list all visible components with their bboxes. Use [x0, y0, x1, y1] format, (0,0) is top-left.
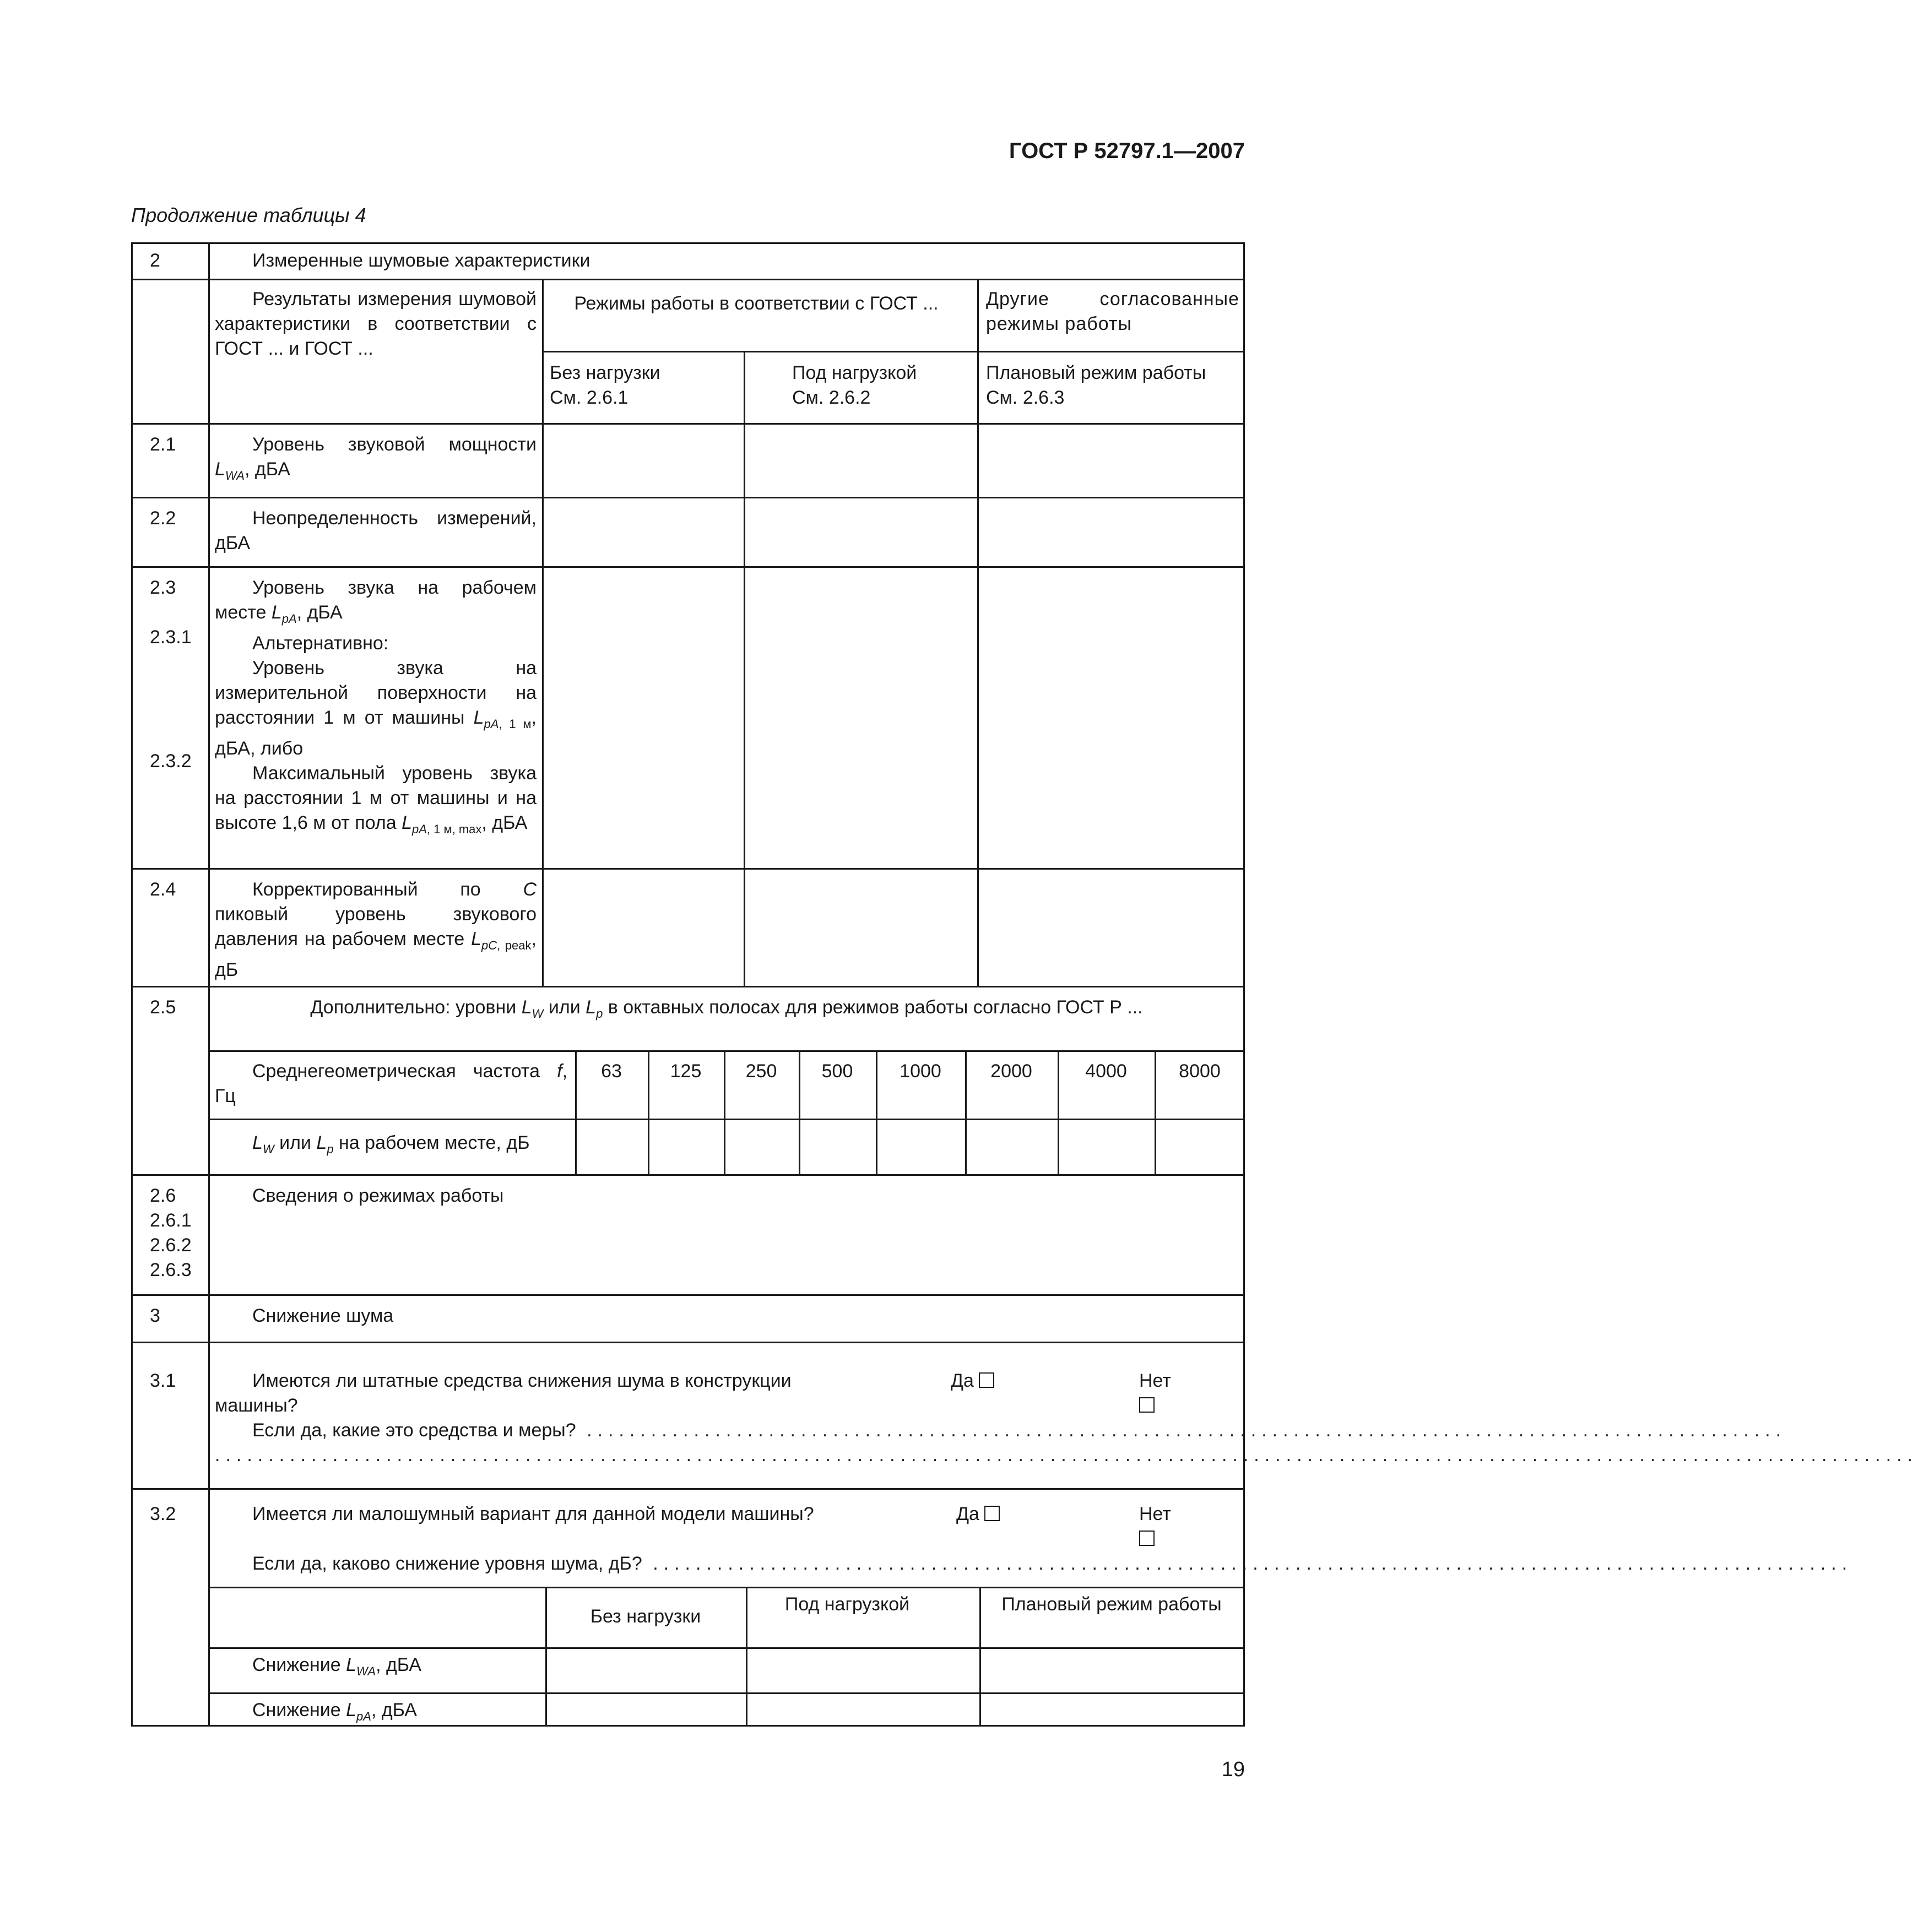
- row-2-2: [131, 497, 1245, 566]
- yes-checkbox[interactable]: [984, 1506, 1000, 1521]
- reduction-lwa-label: Снижение $L_{WA}$, дБА: [252, 1654, 422, 1678]
- row-3-1: [131, 1342, 1918, 1488]
- yes-option: Да: [951, 1369, 994, 1393]
- freq-500: 500: [821, 1061, 853, 1082]
- freq-4000: 4000: [1085, 1061, 1127, 1082]
- other-modes: Другие согласованные режимы работы: [986, 289, 1239, 334]
- table-4: [131, 242, 1918, 1727]
- row-number: 2.5: [150, 997, 176, 1018]
- row-2-header: [131, 279, 1245, 423]
- reduction-answer-line[interactable]: Если да, каково снижение уровня шума, дБ? ................................................................................................................: [252, 1553, 1853, 1574]
- row-3-2: [131, 1488, 1853, 1725]
- octave-band-header: Дополнительно: уровни $L_W$ или $L_p$ в октавных полосах для режимов работы согласно ГОСТ Р ...: [310, 997, 1143, 1021]
- document-code: ГОСТ Р 52797.1—2007: [1009, 139, 1245, 163]
- row-numbers: 2.6 2.6.1 2.6.2 2.6.3: [150, 1185, 192, 1280]
- means-answer-line[interactable]: Если да, какие это средства и меры? ................................................................................................................: [252, 1420, 1787, 1441]
- freq-8000: 8000: [1179, 1061, 1221, 1082]
- results-label: Результаты измерения шумовой характеристики в соответствии с ГОСТ ... и ГОСТ ...: [215, 289, 537, 359]
- row-number: 3.1: [150, 1370, 176, 1391]
- planned-mode-label: Плановый режим работы См. 2.6.3: [986, 362, 1206, 408]
- modes-header: Режимы работы в соответствии с ГОСТ ...: [574, 293, 939, 314]
- row-2-6: [131, 1174, 1245, 1294]
- workplace-sound-level-label: Уровень звука на рабочем месте $L_{pA}$, дБА Альтернативно: Уровень звука на измерительной поверхности на расстоянии 1 м от машины $L_{pA, 1 м}$, дБА, либо Максимальный уровень звука на расстоянии 1 м от машины и на высоте 1,6 м от пола $L_{pA, 1 м, max}$, дБА: [215, 577, 537, 836]
- octave-level-row-label: $L_W$ или $L_p$ на рабочем месте, дБ: [252, 1132, 530, 1156]
- noise-reduction-title: Снижение шума: [252, 1305, 394, 1326]
- row-number: 2.1: [150, 434, 176, 455]
- col-no-load: Без нагрузки: [590, 1606, 701, 1627]
- freq-250: 250: [745, 1061, 777, 1082]
- row-number: 3: [150, 1305, 160, 1326]
- row-number: 2.4: [150, 879, 176, 900]
- means-answer-line-2[interactable]: ...............................................................................................................................................................: [215, 1445, 1918, 1466]
- freq-125: 125: [670, 1061, 702, 1082]
- no-checkbox[interactable]: [1139, 1397, 1155, 1413]
- freq-63: 63: [601, 1061, 622, 1082]
- sound-power-level-label: Уровень звуковой мощности $L_{WA}$, дБА: [215, 434, 537, 482]
- no-load-label: Без нагрузки См. 2.6.1: [550, 362, 660, 408]
- frequency-label: Среднегеометрическая частота f, Гц: [215, 1061, 568, 1106]
- row-2-4: [131, 868, 1245, 986]
- operating-modes-info: Сведения о режимах работы: [252, 1185, 504, 1206]
- builtin-means-question: Имеются ли штатные средства снижения шума в конструкции машины?: [215, 1370, 792, 1416]
- row-numbers: 2.3 2.3.1 2.3.2: [150, 577, 192, 772]
- row-3: [131, 1294, 1245, 1342]
- col-under-load: Под нагрузкой: [784, 1594, 910, 1615]
- freq-1000: 1000: [900, 1061, 941, 1082]
- peak-sound-pressure-label: Корректированный по C пиковый уровень звукового давления на рабочем месте $L_{pC, peak}$, дБ: [215, 879, 537, 980]
- uncertainty-label: Неопределенность измерений, дБА: [215, 508, 537, 553]
- row-2-5: [131, 986, 1245, 1174]
- no-option: Нет: [1139, 1502, 1171, 1551]
- low-noise-variant-question: Имеется ли малошумный вариант для данной модели машины?: [252, 1504, 814, 1524]
- row-2-1: [131, 423, 1245, 497]
- section-title: Измеренные шумовые характеристики: [252, 250, 590, 271]
- row-2-title: [131, 242, 1245, 279]
- under-load-label: Под нагрузкой См. 2.6.2: [792, 362, 917, 408]
- no-option: Нет: [1139, 1369, 1171, 1418]
- col-planned-mode: Плановый режим работы: [1001, 1594, 1222, 1615]
- row-2-3: [131, 566, 1245, 868]
- table-caption: Продолжение таблицы 4: [131, 204, 366, 226]
- freq-2000: 2000: [990, 1061, 1032, 1082]
- yes-option: Да: [956, 1502, 1000, 1527]
- row-number: 2.2: [150, 508, 176, 529]
- row-number: 3.2: [150, 1504, 176, 1524]
- row-number: 2: [150, 250, 160, 271]
- page-number: 19: [1221, 1758, 1245, 1781]
- no-checkbox[interactable]: [1139, 1531, 1155, 1546]
- reduction-lpa-label: Снижение $L_{pA}$, дБА: [252, 1700, 417, 1723]
- yes-checkbox[interactable]: [979, 1372, 994, 1388]
